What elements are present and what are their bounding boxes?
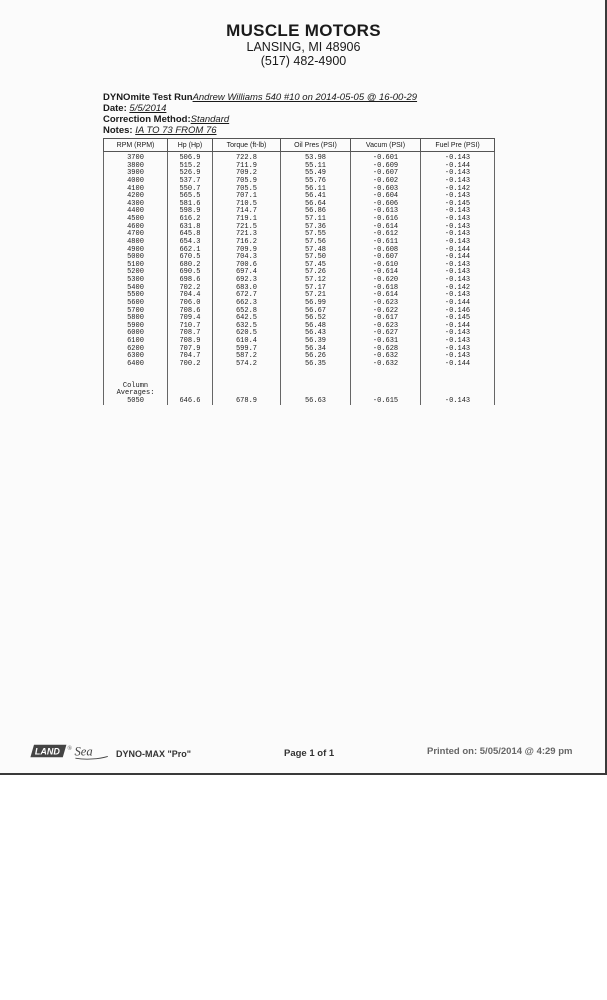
torque-cell: 722.8 xyxy=(213,152,281,163)
average-vacuum-cell: -0.615 xyxy=(351,383,421,406)
test-run-value: Andrew Williams 540 #10 on 2014-05-05 @ 16-00-29 xyxy=(192,92,418,103)
vacuum-cell: -0.618 xyxy=(351,285,421,293)
dyno-data-table xyxy=(103,138,495,405)
torque-cell: 620.5 xyxy=(213,330,281,338)
company-phone: (517) 482-4900 xyxy=(260,54,347,68)
vacuum-cell: -0.623 xyxy=(351,300,421,308)
table-row xyxy=(104,361,495,369)
rpm-cell: 5200 xyxy=(104,269,168,277)
hp-cell: 709.4 xyxy=(168,315,213,323)
torque-cell: 711.9 xyxy=(213,163,281,171)
hp-cell: 704.7 xyxy=(168,353,213,361)
oil-pressure-cell: 56.43 xyxy=(281,330,351,338)
torque-cell: 714.7 xyxy=(213,208,281,216)
rpm-cell: 4600 xyxy=(104,224,168,232)
table-row xyxy=(104,300,495,308)
hp-cell: 706.0 xyxy=(168,300,213,308)
fuel-pressure-cell: -0.143 xyxy=(421,208,495,216)
rpm-cell: 5600 xyxy=(104,300,168,308)
oil-pressure-cell: 57.36 xyxy=(281,224,351,232)
average-rpm-cell xyxy=(104,383,168,406)
date-label: Date: xyxy=(103,103,127,114)
oil-pressure-cell: 56.52 xyxy=(281,315,351,323)
table-row xyxy=(104,277,495,285)
table-body xyxy=(104,152,495,406)
rpm-cell: 4700 xyxy=(104,231,168,239)
logo-text-land: LAND xyxy=(34,746,60,757)
column-header: Oil Pres (PSI) xyxy=(281,139,351,152)
fuel-pressure-cell: -0.143 xyxy=(421,193,495,201)
average-fuel-pressure-cell: -0.143 xyxy=(421,383,495,406)
averages-label: Averages: xyxy=(116,389,155,398)
torque-cell: 599.7 xyxy=(213,346,281,354)
hp-cell: 704.4 xyxy=(168,292,213,300)
logo-text-sea: Sea xyxy=(74,744,93,759)
vacuum-cell: -0.611 xyxy=(351,239,421,247)
hp-cell: 654.3 xyxy=(168,239,213,247)
fuel-pressure-cell: -0.144 xyxy=(421,247,495,255)
oil-pressure-cell: 56.35 xyxy=(281,361,351,369)
hp-cell: 710.7 xyxy=(168,323,213,331)
oil-pressure-cell: 56.64 xyxy=(281,201,351,209)
oil-pressure-cell: 55.49 xyxy=(281,170,351,178)
oil-pressure-cell: 56.48 xyxy=(281,323,351,331)
hp-cell: 526.9 xyxy=(168,170,213,178)
rpm-cell: 5400 xyxy=(104,285,168,293)
hp-cell: 550.7 xyxy=(168,186,213,194)
test-run-row xyxy=(103,92,417,103)
oil-pressure-cell: 56.67 xyxy=(281,308,351,316)
fuel-pressure-cell: -0.143 xyxy=(421,178,495,186)
vacuum-cell: -0.604 xyxy=(351,193,421,201)
rpm-cell: 4800 xyxy=(104,239,168,247)
rpm-cell: 3800 xyxy=(104,163,168,171)
rpm-cell: 4500 xyxy=(104,216,168,224)
oil-pressure-cell: 57.21 xyxy=(281,292,351,300)
rpm-cell: 5300 xyxy=(104,277,168,285)
table-row xyxy=(104,239,495,247)
table-row xyxy=(104,186,495,194)
torque-cell: 662.3 xyxy=(213,300,281,308)
hp-cell: 631.8 xyxy=(168,224,213,232)
table-row xyxy=(104,152,495,163)
rpm-cell: 6100 xyxy=(104,338,168,346)
oil-pressure-cell: 56.34 xyxy=(281,346,351,354)
vacuum-cell: -0.601 xyxy=(351,152,421,163)
rpm-cell: 3700 xyxy=(104,152,168,163)
fuel-pressure-cell: -0.143 xyxy=(421,262,495,270)
table-row xyxy=(104,201,495,209)
average-hp-cell: 646.6 xyxy=(168,383,213,406)
oil-pressure-cell: 57.48 xyxy=(281,247,351,255)
fuel-pressure-cell: -0.144 xyxy=(421,254,495,262)
vacuum-cell: -0.613 xyxy=(351,208,421,216)
oil-pressure-cell: 57.50 xyxy=(281,254,351,262)
table-row xyxy=(104,193,495,201)
rpm-cell: 5100 xyxy=(104,262,168,270)
table-row xyxy=(104,269,495,277)
torque-cell: 719.1 xyxy=(213,216,281,224)
torque-cell: 709.2 xyxy=(213,170,281,178)
fuel-pressure-cell: -0.144 xyxy=(421,300,495,308)
vacuum-cell: -0.632 xyxy=(351,361,421,369)
vacuum-cell: -0.602 xyxy=(351,178,421,186)
rpm-cell: 6200 xyxy=(104,346,168,354)
table-row xyxy=(104,346,495,354)
table-row xyxy=(104,170,495,178)
torque-cell: 704.3 xyxy=(213,254,281,262)
fuel-pressure-cell: -0.145 xyxy=(421,315,495,323)
fuel-pressure-cell: -0.143 xyxy=(421,224,495,232)
averages-label: Column xyxy=(122,381,149,390)
vacuum-cell: -0.603 xyxy=(351,186,421,194)
date-row xyxy=(103,103,417,114)
rpm-cell: 4200 xyxy=(104,193,168,201)
hp-cell: 698.6 xyxy=(168,277,213,285)
table-row xyxy=(104,292,495,300)
oil-pressure-cell: 56.39 xyxy=(281,338,351,346)
table-row xyxy=(104,308,495,316)
rpm-cell: 5700 xyxy=(104,308,168,316)
vacuum-cell: -0.616 xyxy=(351,216,421,224)
oil-pressure-cell: 57.11 xyxy=(281,216,351,224)
hp-cell: 616.2 xyxy=(168,216,213,224)
vacuum-cell: -0.607 xyxy=(351,170,421,178)
column-header: Torque (ft-lb) xyxy=(213,139,281,152)
hp-cell: 581.6 xyxy=(168,201,213,209)
torque-cell: 700.6 xyxy=(213,262,281,270)
oil-pressure-cell: 56.26 xyxy=(281,353,351,361)
torque-cell: 652.8 xyxy=(213,308,281,316)
table-row xyxy=(104,178,495,186)
vacuum-cell: -0.606 xyxy=(351,201,421,209)
vacuum-cell: -0.631 xyxy=(351,338,421,346)
hp-cell: 680.2 xyxy=(168,262,213,270)
column-header: Hp (Hp) xyxy=(168,139,213,152)
page-number: Page 1 of 1 xyxy=(284,748,335,759)
oil-pressure-cell: 53.98 xyxy=(281,152,351,163)
oil-pressure-cell: 57.45 xyxy=(281,262,351,270)
product-name: DYNO-MAX "Pro" xyxy=(116,749,192,759)
fuel-pressure-cell: -0.145 xyxy=(421,201,495,209)
table-row xyxy=(104,208,495,216)
rpm-cell: 6400 xyxy=(104,361,168,369)
rpm-cell: 5800 xyxy=(104,315,168,323)
oil-pressure-cell: 56.86 xyxy=(281,208,351,216)
torque-cell: 709.9 xyxy=(213,247,281,255)
hp-cell: 708.6 xyxy=(168,308,213,316)
fuel-pressure-cell: -0.144 xyxy=(421,163,495,171)
average-rpm-value: 5050 xyxy=(127,396,144,405)
report-footer xyxy=(0,744,607,762)
test-run-label: DYNOmite Test Run xyxy=(103,92,193,103)
rpm-cell: 6300 xyxy=(104,353,168,361)
vacuum-cell: -0.612 xyxy=(351,231,421,239)
table-spacer-row xyxy=(104,369,495,383)
fuel-pressure-cell: -0.143 xyxy=(421,152,495,163)
vacuum-cell: -0.617 xyxy=(351,315,421,323)
hp-cell: 708.9 xyxy=(168,338,213,346)
torque-cell: 716.2 xyxy=(213,239,281,247)
fuel-pressure-cell: -0.144 xyxy=(421,361,495,369)
rpm-cell: 4900 xyxy=(104,247,168,255)
torque-cell: 683.0 xyxy=(213,285,281,293)
torque-cell: 707.1 xyxy=(213,193,281,201)
fuel-pressure-cell: -0.143 xyxy=(421,277,495,285)
table-row xyxy=(104,254,495,262)
hp-cell: 662.1 xyxy=(168,247,213,255)
hp-cell: 707.9 xyxy=(168,346,213,354)
rpm-cell: 4100 xyxy=(104,186,168,194)
fuel-pressure-cell: -0.146 xyxy=(421,308,495,316)
rpm-cell: 4000 xyxy=(104,178,168,186)
torque-cell: 721.3 xyxy=(213,231,281,239)
notes-value: IA TO 73 FROM 76 xyxy=(135,125,217,136)
table-row xyxy=(104,315,495,323)
oil-pressure-cell: 57.26 xyxy=(281,269,351,277)
fuel-pressure-cell: -0.143 xyxy=(421,330,495,338)
table-row xyxy=(104,231,495,239)
vacuum-cell: -0.628 xyxy=(351,346,421,354)
oil-pressure-cell: 56.41 xyxy=(281,193,351,201)
torque-cell: 705.5 xyxy=(213,186,281,194)
oil-pressure-cell: 57.56 xyxy=(281,239,351,247)
fuel-pressure-cell: -0.143 xyxy=(421,292,495,300)
table-row xyxy=(104,224,495,232)
table-row xyxy=(104,338,495,346)
rpm-cell: 5000 xyxy=(104,254,168,262)
rpm-cell: 3900 xyxy=(104,170,168,178)
vacuum-cell: -0.623 xyxy=(351,323,421,331)
fuel-pressure-cell: -0.143 xyxy=(421,231,495,239)
averages-row xyxy=(104,383,495,406)
torque-cell: 692.3 xyxy=(213,277,281,285)
vacuum-cell: -0.614 xyxy=(351,269,421,277)
oil-pressure-cell: 57.17 xyxy=(281,285,351,293)
oil-pressure-cell: 57.12 xyxy=(281,277,351,285)
hp-cell: 690.5 xyxy=(168,269,213,277)
hp-cell: 506.9 xyxy=(168,152,213,163)
test-info xyxy=(103,92,417,136)
rpm-cell: 5900 xyxy=(104,323,168,331)
table-row xyxy=(104,285,495,293)
vacuum-cell: -0.622 xyxy=(351,308,421,316)
vacuum-cell: -0.627 xyxy=(351,330,421,338)
torque-cell: 721.5 xyxy=(213,224,281,232)
vacuum-cell: -0.608 xyxy=(351,247,421,255)
hp-cell: 598.9 xyxy=(168,208,213,216)
fuel-pressure-cell: -0.143 xyxy=(421,216,495,224)
fuel-pressure-cell: -0.143 xyxy=(421,346,495,354)
oil-pressure-cell: 56.99 xyxy=(281,300,351,308)
table-row xyxy=(104,262,495,270)
fuel-pressure-cell: -0.142 xyxy=(421,285,495,293)
notes-row xyxy=(103,125,417,136)
oil-pressure-cell: 55.76 xyxy=(281,178,351,186)
hp-cell: 645.8 xyxy=(168,231,213,239)
torque-cell: 642.5 xyxy=(213,315,281,323)
oil-pressure-cell: 55.11 xyxy=(281,163,351,171)
hp-cell: 537.7 xyxy=(168,178,213,186)
table-row xyxy=(104,353,495,361)
vacuum-cell: -0.632 xyxy=(351,353,421,361)
torque-cell: 710.5 xyxy=(213,201,281,209)
table-row xyxy=(104,330,495,338)
fuel-pressure-cell: -0.144 xyxy=(421,323,495,331)
svg-text:®: ® xyxy=(67,745,73,753)
correction-value: Standard xyxy=(190,114,230,125)
rpm-cell: 4300 xyxy=(104,201,168,209)
torque-cell: 697.4 xyxy=(213,269,281,277)
table-header-row xyxy=(104,139,495,152)
column-header: RPM (RPM) xyxy=(104,139,168,152)
hp-cell: 708.7 xyxy=(168,330,213,338)
table-row xyxy=(104,163,495,171)
fuel-pressure-cell: -0.143 xyxy=(421,269,495,277)
torque-cell: 632.5 xyxy=(213,323,281,331)
average-oil-pressure-cell: 56.63 xyxy=(281,383,351,406)
torque-cell: 574.2 xyxy=(213,361,281,369)
hp-cell: 670.5 xyxy=(168,254,213,262)
column-header: Vacum (PSI) xyxy=(351,139,421,152)
hp-cell: 515.2 xyxy=(168,163,213,171)
vacuum-cell: -0.607 xyxy=(351,254,421,262)
table-row xyxy=(104,216,495,224)
printed-timestamp: Printed on: 5/05/2014 @ 4:29 pm xyxy=(427,746,573,757)
vacuum-cell: -0.620 xyxy=(351,277,421,285)
column-header: Fuel Pre (PSI) xyxy=(421,139,495,152)
fuel-pressure-cell: -0.142 xyxy=(421,186,495,194)
report-header xyxy=(0,22,607,68)
company-city: LANSING, MI 48906 xyxy=(246,40,361,54)
vacuum-cell: -0.609 xyxy=(351,163,421,171)
average-torque-cell: 678.9 xyxy=(213,383,281,406)
oil-pressure-cell: 56.11 xyxy=(281,186,351,194)
torque-cell: 705.9 xyxy=(213,178,281,186)
hp-cell: 565.5 xyxy=(168,193,213,201)
vacuum-cell: -0.614 xyxy=(351,292,421,300)
torque-cell: 610.4 xyxy=(213,338,281,346)
hp-cell: 700.2 xyxy=(168,361,213,369)
fuel-pressure-cell: -0.143 xyxy=(421,170,495,178)
oil-pressure-cell: 57.55 xyxy=(281,231,351,239)
fuel-pressure-cell: -0.143 xyxy=(421,239,495,247)
table-row xyxy=(104,247,495,255)
rpm-cell: 6000 xyxy=(104,330,168,338)
vacuum-cell: -0.614 xyxy=(351,224,421,232)
torque-cell: 587.2 xyxy=(213,353,281,361)
fuel-pressure-cell: -0.143 xyxy=(421,338,495,346)
fuel-pressure-cell: -0.143 xyxy=(421,353,495,361)
hp-cell: 702.2 xyxy=(168,285,213,293)
table-row xyxy=(104,323,495,331)
vacuum-cell: -0.610 xyxy=(351,262,421,270)
company-name: MUSCLE MOTORS xyxy=(226,21,381,40)
land-and-sea-logo xyxy=(26,742,114,760)
correction-label: Correction Method: xyxy=(103,114,191,125)
date-value: 5/5/2014 xyxy=(129,103,167,114)
rpm-cell: 4400 xyxy=(104,208,168,216)
rpm-cell: 5500 xyxy=(104,292,168,300)
torque-cell: 672.7 xyxy=(213,292,281,300)
notes-label: Notes: xyxy=(103,125,133,136)
correction-row xyxy=(103,114,417,125)
